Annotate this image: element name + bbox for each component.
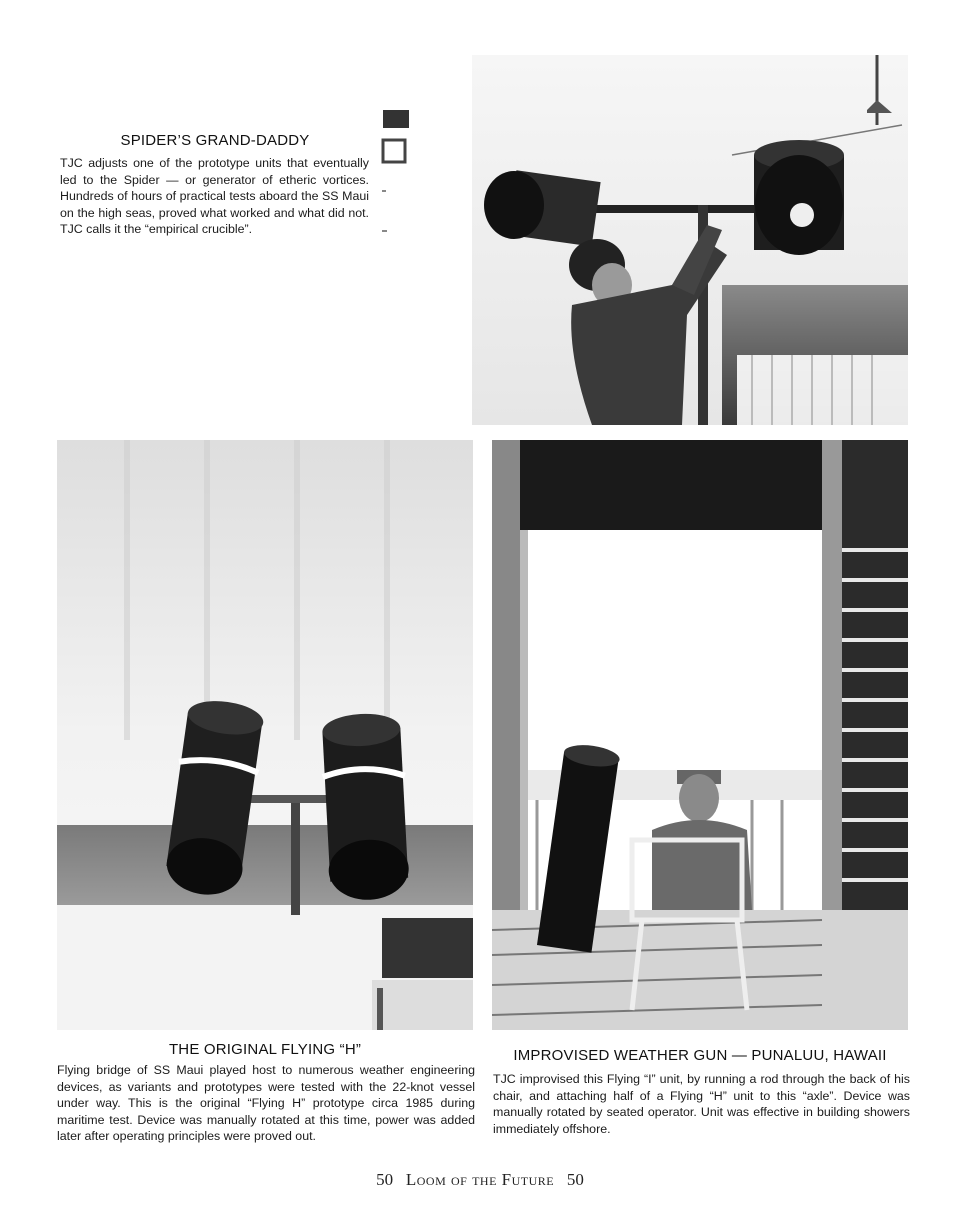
- page-number-right: 50: [566, 1170, 584, 1189]
- caption-body-flying-h: Flying bridge of SS Maui played host to numerous weather engineering devices, as variants and prototypes were tested with the 22-knot vessel under way. This is the original “Flying H” prototype circa 1985 during maritime test. Device was manually rotated at this time, power was added later after operating principles were proved out.: [57, 1063, 475, 1143]
- caption-body-spider: TJC adjusts one of the prototype units that eventually led to the Spider — or generator of etheric vortices. Hundreds of hours of practical tests aboard the SS Maui on the high seas, proved what worked and what did not. TJC calls it the “empirical crucible”.: [60, 156, 369, 236]
- caption-body-weather-gun: TJC improvised this Flying “I” unit, by running a rod through the back of his chair, and attaching half of a Flying “H” unit to this “axle”. Device was manually rotated by seated operator. Unit was effective in building showers immediately offshore.: [493, 1072, 910, 1136]
- page-number-left: 50: [376, 1170, 394, 1189]
- page-footer: [0, 1170, 960, 1190]
- photo-original-flying-h: [57, 440, 473, 1030]
- caption-title-spider: SPIDER’S GRAND-DADDY: [120, 132, 310, 149]
- photo-spider-grand-daddy: [472, 55, 908, 425]
- book-title: Loom of the Future: [405, 1170, 555, 1189]
- caption-title-weather-gun: IMPROVISED WEATHER GUN — PUNALUU, HAWAII: [513, 1047, 887, 1064]
- photo-improvised-weather-gun: [492, 440, 908, 1030]
- caption-title-flying-h: THE ORIGINAL FLYING “H”: [168, 1041, 362, 1058]
- margin-fragment-image: [380, 100, 420, 240]
